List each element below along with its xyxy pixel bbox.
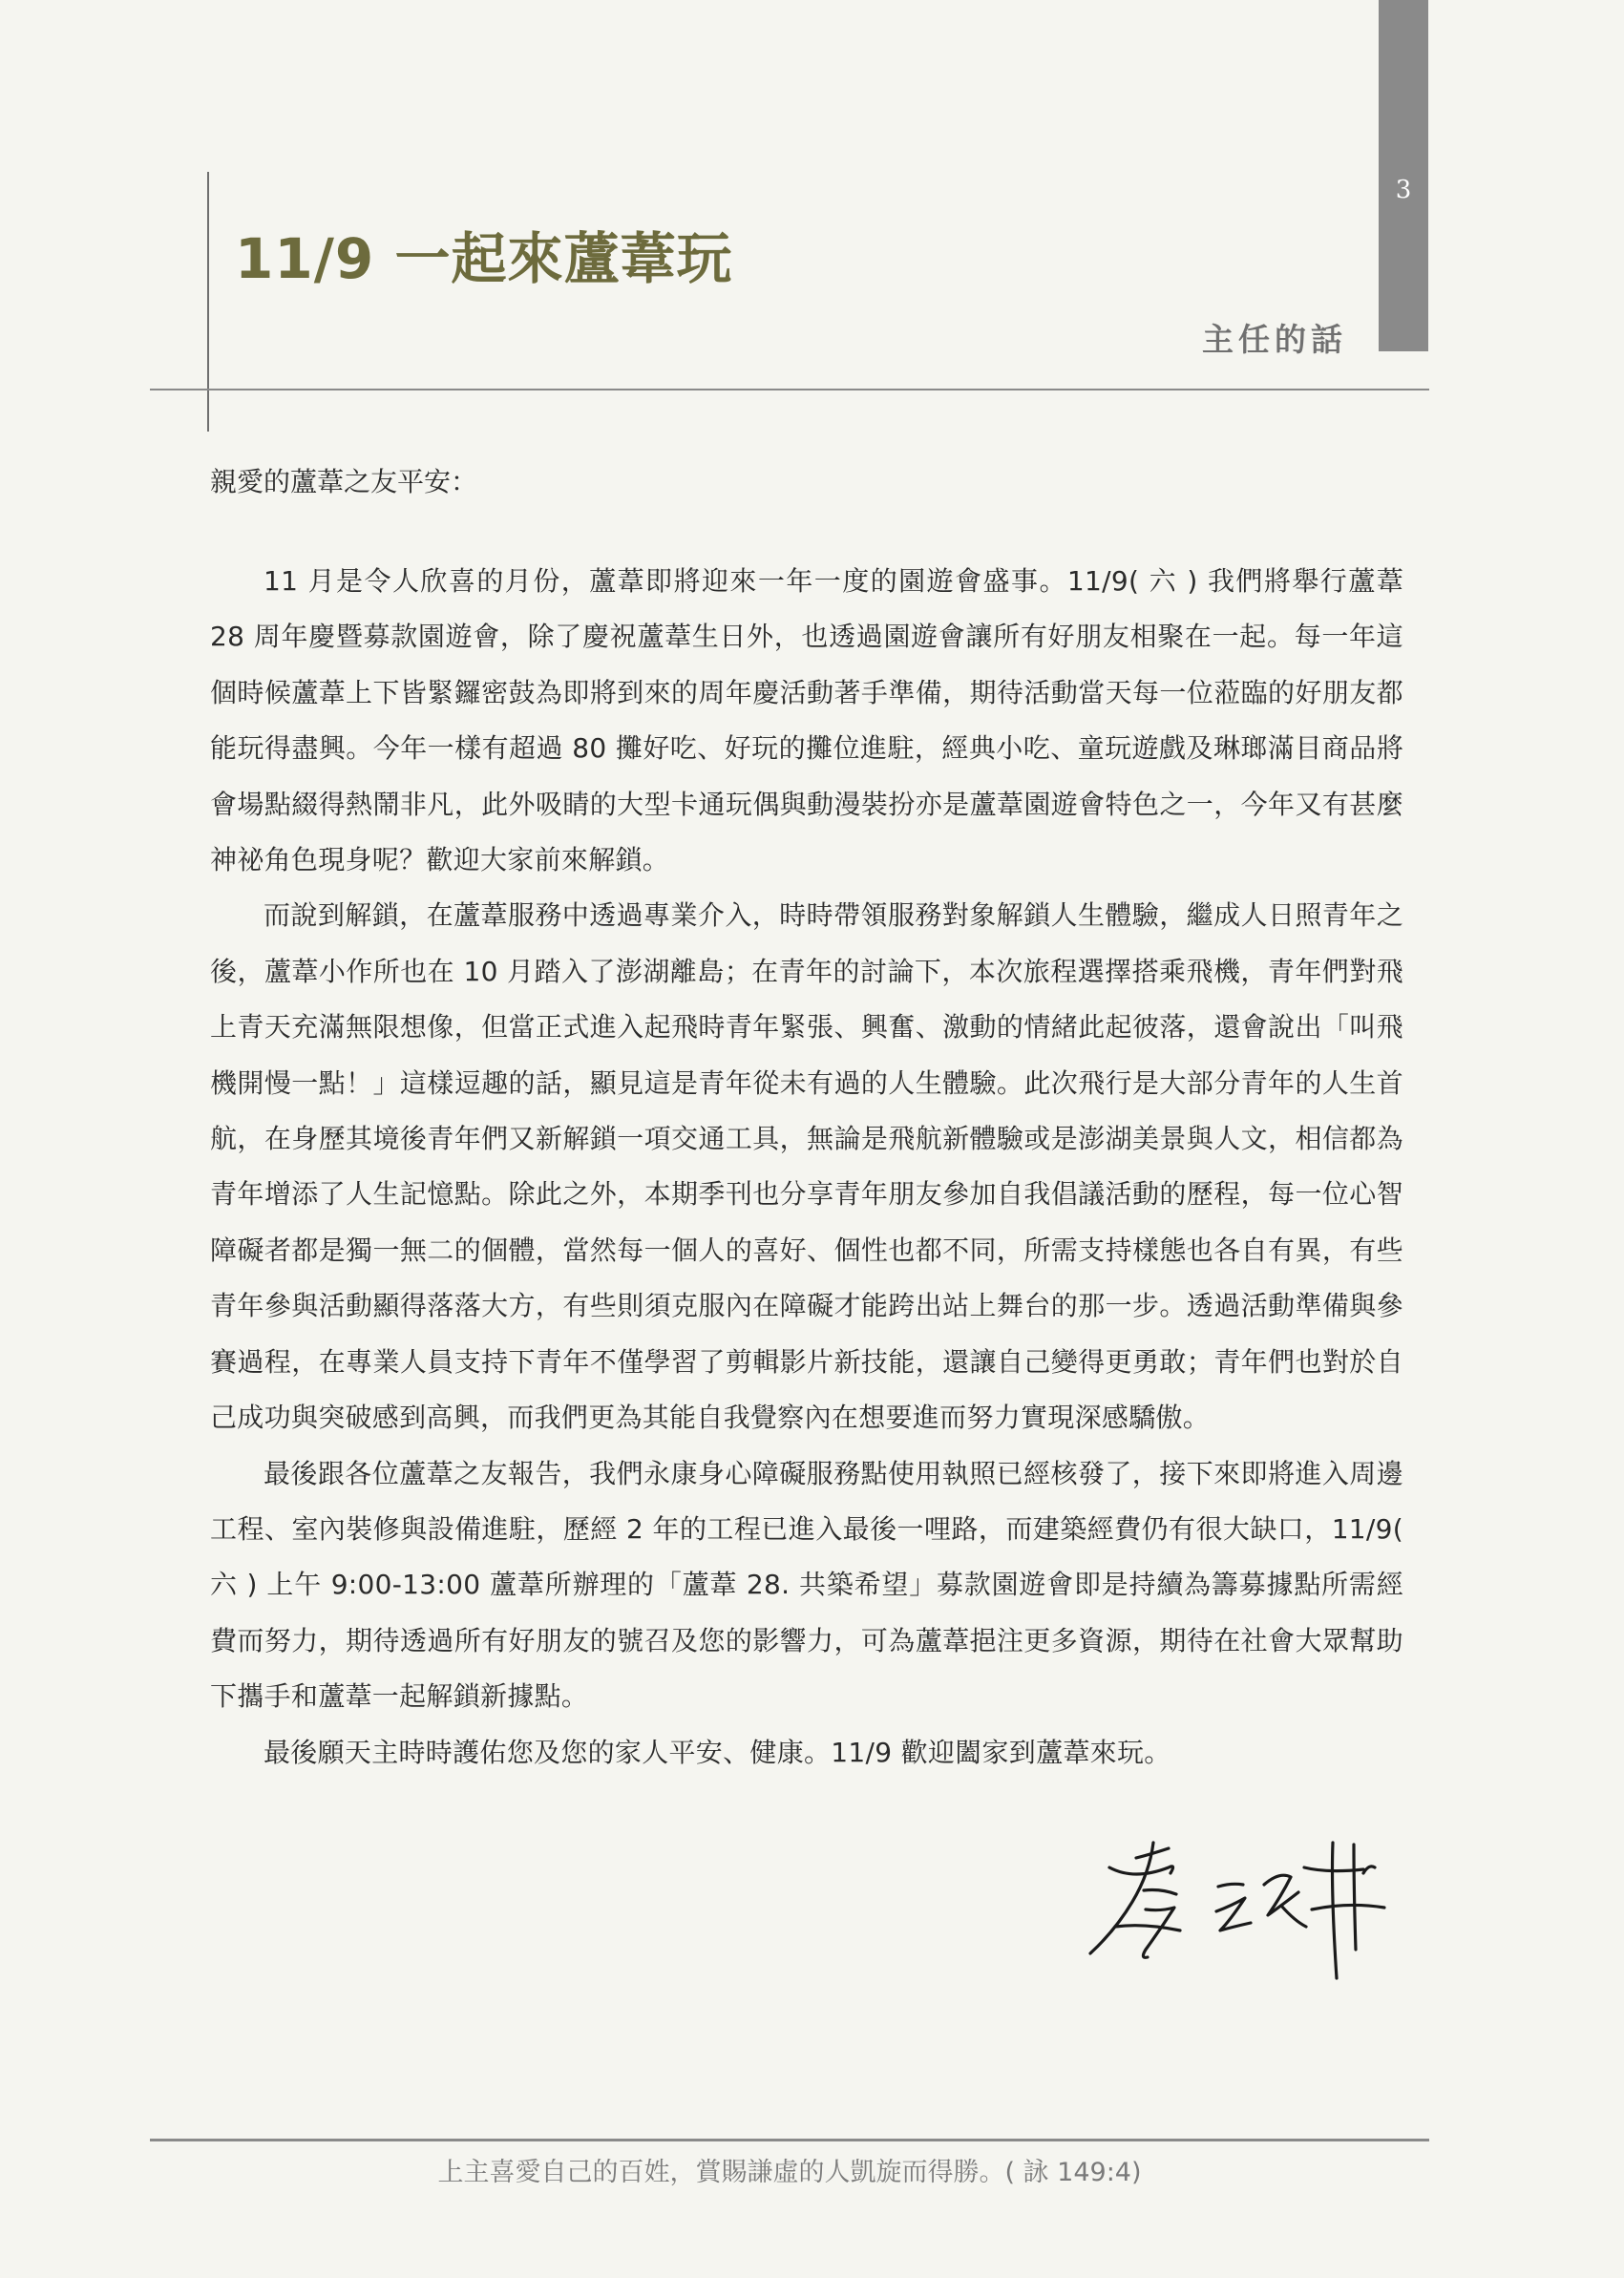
page-title: 11/9 一起來蘆葦玩 xyxy=(235,226,733,291)
header-vertical-rule xyxy=(207,172,209,432)
handwritten-signature xyxy=(1077,1835,1411,1988)
footer-rule xyxy=(150,2139,1429,2141)
letter-paragraph-2: 而說到解鎖，在蘆葦服務中透過專業介入，時時帶領服務對象解鎖人生體驗，繼成人日照青年之後，蘆葦小作所也在 10 月踏入了澎湖離島；在青年的討論下，本次旅程選擇搭乘飛機，青年們對飛上青天充滿無限想像，但當正式進入起飛時青年緊張、興奮、激動的情緒此起彼落，還會說出「叫飛機開慢一點！」這樣逗趣的話，顯見這是青年從未有過的人生體驗。此次飛行是大部分青年的人生首航，在身歷其境後青年們又新解鎖一項交通工具，無論是飛航新體驗或是澎湖美景與人文，相信都為青年增添了人生記憶點。除此之外，本期季刊也分享青年朋友參加自我倡議活動的歷程，每一位心智障礙者都是獨一無二的個體，當然每一個人的喜好、個性也都不同，所需支持樣態也各自有異，有些青年參與活動顯得落落大方，有些則須克服內在障礙才能跨出站上舞台的那一步。透過活動準備與參賽過程，在專業人員支持下青年不僅學習了剪輯影片新技能，還讓自己變得更勇敢；青年們也對於自己成功與突破感到高興，而我們更為其能自我覺察內在想要進而努力實現深感驕傲。 xyxy=(210,899,1403,1434)
letter-greeting: 親愛的蘆葦之友平安： xyxy=(210,466,478,497)
letter-paragraph-3: 最後跟各位蘆葦之友報告，我們永康身心障礙服務點使用執照已經核發了，接下來即將進入周邊工程、室內裝修與設備進駐，歷經 2 年的工程已進入最後一哩路，而建築經費仍有很大缺口，11/9( 六 ) 上午 9:00-13:00 蘆葦所辦理的「蘆葦 28. 共築希望」募款園遊會即是持續為籌募據點所需經費而努力，期待透過所有好朋友的號召及您的影響力，可為蘆葦挹注更多資源，期待在社會大眾幫助下攜手和蘆葦一起解鎖新據點。 xyxy=(210,1457,1403,1713)
letter-paragraph-1: 11 月是令人欣喜的月份，蘆葦即將迎來一年一度的園遊會盛事。11/9( 六 ) 我們將舉行蘆葦 28 周年慶暨募款園遊會，除了慶祝蘆葦生日外，也透過園遊會讓所有好朋友相聚在一起。每一年這個時候蘆葦上下皆緊鑼密鼓為即將到來的周年慶活動著手準備，期待活動當天每一位蒞臨的好朋友都能玩得盡興。今年一樣有超過 80 攤好吃、好玩的攤位進駐，經典小吃、童玩遊戲及琳瑯滿目商品將會場點綴得熱鬧非凡，此外吸睛的大型卡通玩偶與動漫裝扮亦是蘆葦園遊會特色之一，今年又有甚麼神祕角色現身呢？歡迎大家前來解鎖。 xyxy=(210,565,1403,876)
footer-quote: 上主喜愛自己的百姓，賞賜謙虛的人凱旋而得勝。( 詠 149:4) xyxy=(437,2158,1142,2187)
section-label: 主任的話 xyxy=(1202,321,1347,358)
page-number: 3 xyxy=(1395,176,1412,204)
letter-paragraph-4: 最後願天主時時護佑您及您的家人平安、健康。11/9 歡迎闔家到蘆葦來玩。 xyxy=(264,1736,1171,1768)
header-horizontal-rule xyxy=(150,389,1429,390)
letter-body xyxy=(210,454,1403,1781)
